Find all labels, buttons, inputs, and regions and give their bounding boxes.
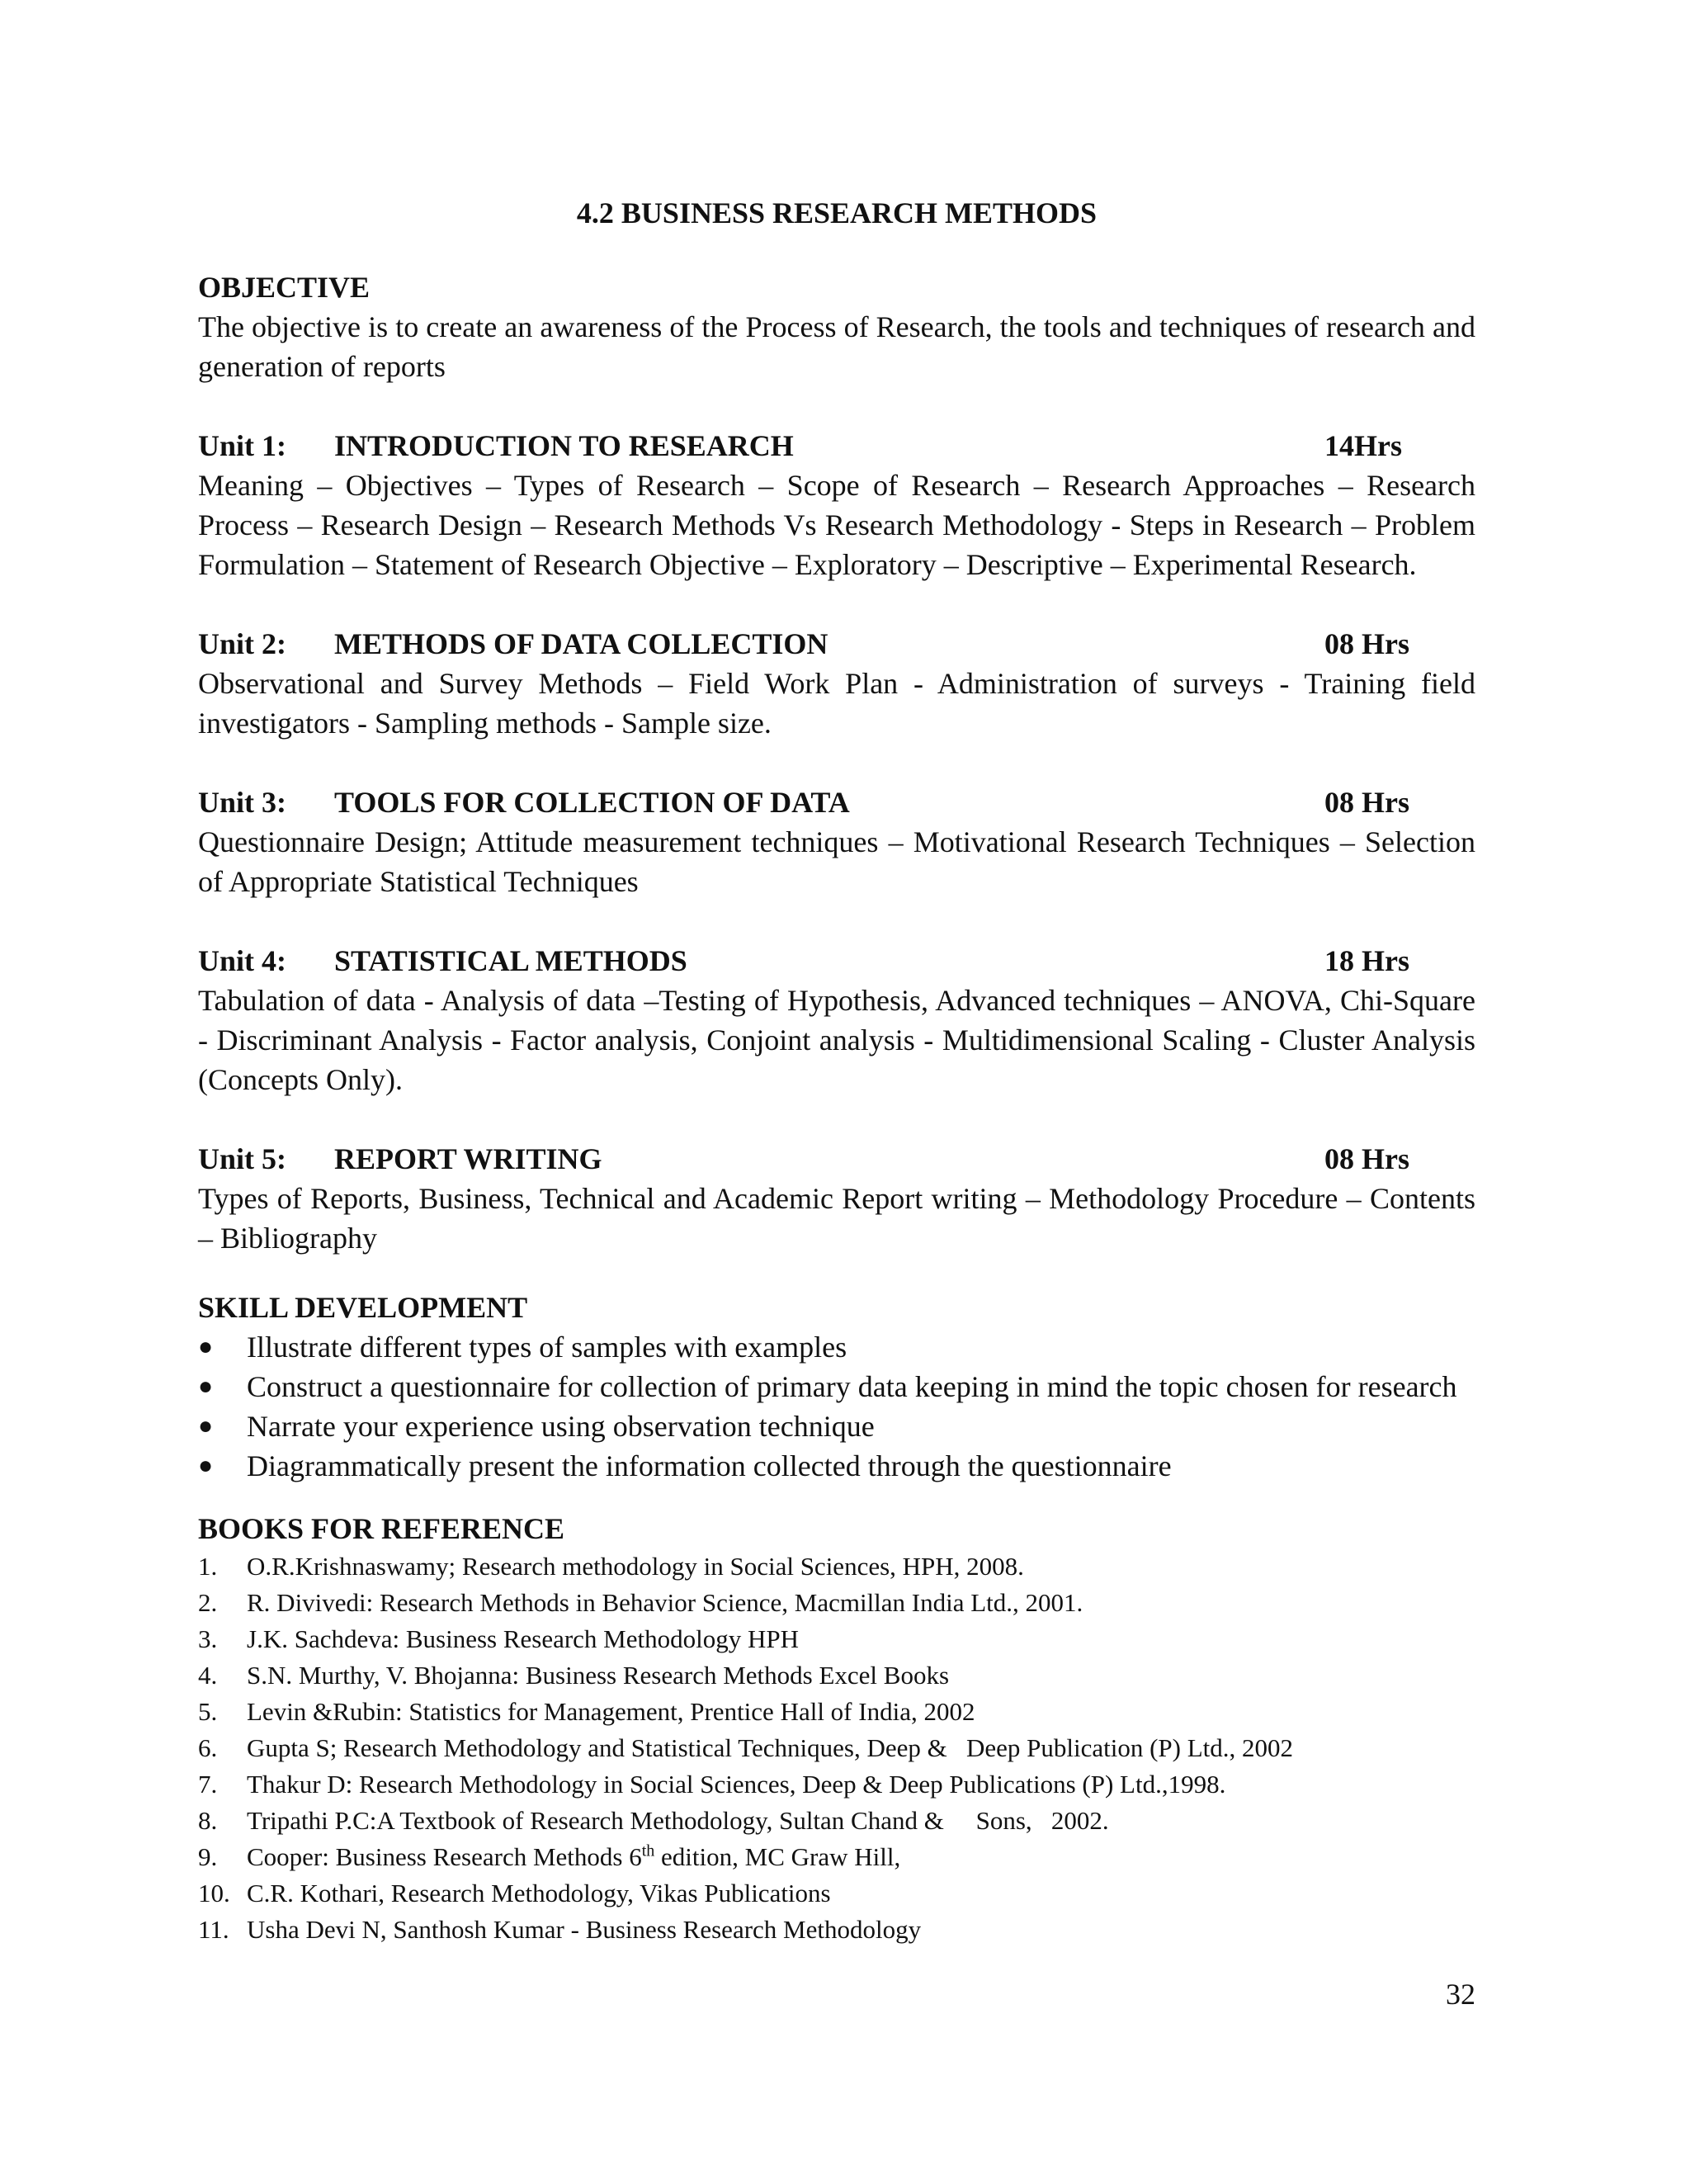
book-number: 7. (198, 1770, 218, 1799)
unit-2-section (198, 624, 1475, 743)
unit-title: STATISTICAL METHODS (334, 944, 687, 977)
book-text: Levin &Rubin: Statistics for Management, Prentice Hall of India, 2002 (247, 1697, 975, 1726)
unit-header (198, 1139, 1475, 1179)
book-number: 6. (198, 1733, 218, 1762)
book-text: S.N. Murthy, V. Bhojanna: Business Research Methods Excel Books (247, 1661, 950, 1690)
book-number: 1. (198, 1552, 218, 1581)
unit-hours: 18 Hrs (1324, 944, 1409, 977)
document-page (198, 188, 1475, 1988)
unit-content: Observational and Survey Methods – Field Work Plan - Administration of surveys - Training field investigators - Sampling methods - Sample size. (198, 667, 1475, 740)
unit-3-section (198, 782, 1475, 901)
bullet-icon: ● (198, 1333, 214, 1360)
book-text-part: edition, MC Graw Hill, (654, 1842, 901, 1871)
unit-number: Unit 5: (198, 1142, 286, 1175)
unit-header (198, 624, 1475, 664)
objective-heading: OBJECTIVE (198, 271, 371, 304)
book-text-part: Cooper: Business Research Methods 6 (247, 1842, 642, 1871)
book-number: 10. (198, 1879, 230, 1907)
list-item (198, 1694, 1475, 1730)
objective-text: The objective is to create an awareness of the Process of Research, the tools and techniques of research and generation of reports (198, 310, 1475, 383)
book-text: Gupta S; Research Methodology and Statistical Techniques, Deep & Deep Publication (P) Ltd., 2002 (247, 1733, 1294, 1762)
unit-content: Tabulation of data - Analysis of data –Testing of Hypothesis, Advanced techniques – ANOVA, Chi-Square - Discriminant Analysis - Factor analysis, Conjoint analysis - Multidimensional Scaling - Cluster Analysis (Concepts Only). (198, 984, 1475, 1096)
unit-number: Unit 1: (198, 429, 286, 462)
books-list (198, 1548, 1475, 1948)
skill-item-text: Construct a questionnaire for collection of primary data keeping in mind the topic chosen for research (247, 1370, 1457, 1403)
unit-header (198, 782, 1475, 822)
unit-number: Unit 3: (198, 786, 286, 819)
list-item (198, 1406, 1475, 1446)
book-number: 3. (198, 1624, 218, 1653)
unit-title: REPORT WRITING (334, 1142, 602, 1175)
page-number: 32 (1446, 1978, 1475, 2011)
book-number: 4. (198, 1661, 218, 1690)
unit-title: INTRODUCTION TO RESEARCH (334, 429, 794, 462)
book-text: C.R. Kothari, Research Methodology, Vikas Publications (247, 1879, 831, 1907)
list-item (198, 1548, 1475, 1585)
skill-list (198, 1327, 1475, 1486)
unit-header (198, 426, 1475, 466)
unit-number: Unit 4: (198, 944, 286, 977)
unit-title: METHODS OF DATA COLLECTION (334, 627, 828, 660)
book-number: 2. (198, 1588, 218, 1617)
objective-section (198, 267, 1475, 386)
unit-hours: 08 Hrs (1324, 1142, 1409, 1175)
skill-item-text: Illustrate different types of samples with examples (247, 1331, 847, 1364)
superscript: th (641, 1841, 655, 1860)
list-item (198, 1803, 1475, 1839)
book-text: Tripathi P.C:A Textbook of Research Methodology, Sultan Chand & Sons, 2002. (247, 1806, 1109, 1835)
bullet-icon: ● (198, 1412, 214, 1439)
list-item (198, 1839, 1475, 1875)
book-text: Usha Devi N, Santhosh Kumar - Business Research Methodology (247, 1915, 922, 1944)
book-text: Thakur D: Research Methodology in Social Sciences, Deep & Deep Publications (P) Ltd.,1998. (247, 1770, 1226, 1799)
list-item (198, 1621, 1475, 1657)
list-item (198, 1585, 1475, 1621)
unit-number: Unit 2: (198, 627, 286, 660)
skill-item-text: Narrate your experience using observation technique (247, 1410, 875, 1443)
book-text: R. Divivedi: Research Methods in Behavior Science, Macmillan India Ltd., 2001. (247, 1588, 1083, 1617)
list-item (198, 1766, 1475, 1803)
list-item (198, 1730, 1475, 1766)
book-number: 9. (198, 1842, 218, 1871)
list-item (198, 1912, 1475, 1948)
book-text (247, 1839, 900, 1875)
skill-item-text: Diagrammatically present the information collected through the questionnaire (247, 1449, 1172, 1482)
unit-content: Meaning – Objectives – Types of Research – Scope of Research – Research Approaches – Research Process – Research Design – Research Methods Vs Research Methodology - Steps in Research – Problem Formulation – Statement of Research Objective – Exploratory – Descriptive – Experimental Research. (198, 469, 1475, 581)
list-item (198, 1875, 1475, 1912)
book-text: J.K. Sachdeva: Business Research Methodology HPH (247, 1624, 799, 1653)
skill-development-section (198, 1288, 1475, 1486)
book-number: 5. (198, 1697, 218, 1726)
bullet-icon: ● (198, 1452, 214, 1479)
unit-5-section (198, 1139, 1475, 1258)
books-section (198, 1509, 1475, 1948)
unit-content: Questionnaire Design; Attitude measurement techniques – Motivational Research Techniques – Selection of Appropriate Statistical Techniques (198, 825, 1475, 898)
list-item (198, 1367, 1475, 1406)
list-item (198, 1657, 1475, 1694)
unit-header (198, 941, 1475, 981)
unit-hours: 08 Hrs (1324, 786, 1409, 819)
unit-title: TOOLS FOR COLLECTION OF DATA (334, 786, 850, 819)
unit-4-section (198, 941, 1475, 1099)
book-number: 11. (198, 1915, 229, 1944)
bullet-icon: ● (198, 1373, 214, 1400)
list-item (198, 1446, 1475, 1486)
book-text: O.R.Krishnaswamy; Research methodology in Social Sciences, HPH, 2008. (247, 1552, 1024, 1581)
unit-hours: 08 Hrs (1324, 627, 1409, 660)
skill-development-heading: SKILL DEVELOPMENT (198, 1291, 528, 1324)
book-number: 8. (198, 1806, 218, 1835)
unit-hours: 14Hrs (1324, 429, 1402, 462)
unit-1-section (198, 426, 1475, 584)
unit-content: Types of Reports, Business, Technical and Academic Report writing – Methodology Procedure – Contents – Bibliography (198, 1182, 1475, 1255)
page-title: 4.2 BUSINESS RESEARCH METHODS (576, 196, 1098, 229)
books-heading: BOOKS FOR REFERENCE (198, 1512, 565, 1545)
list-item (198, 1327, 1475, 1367)
